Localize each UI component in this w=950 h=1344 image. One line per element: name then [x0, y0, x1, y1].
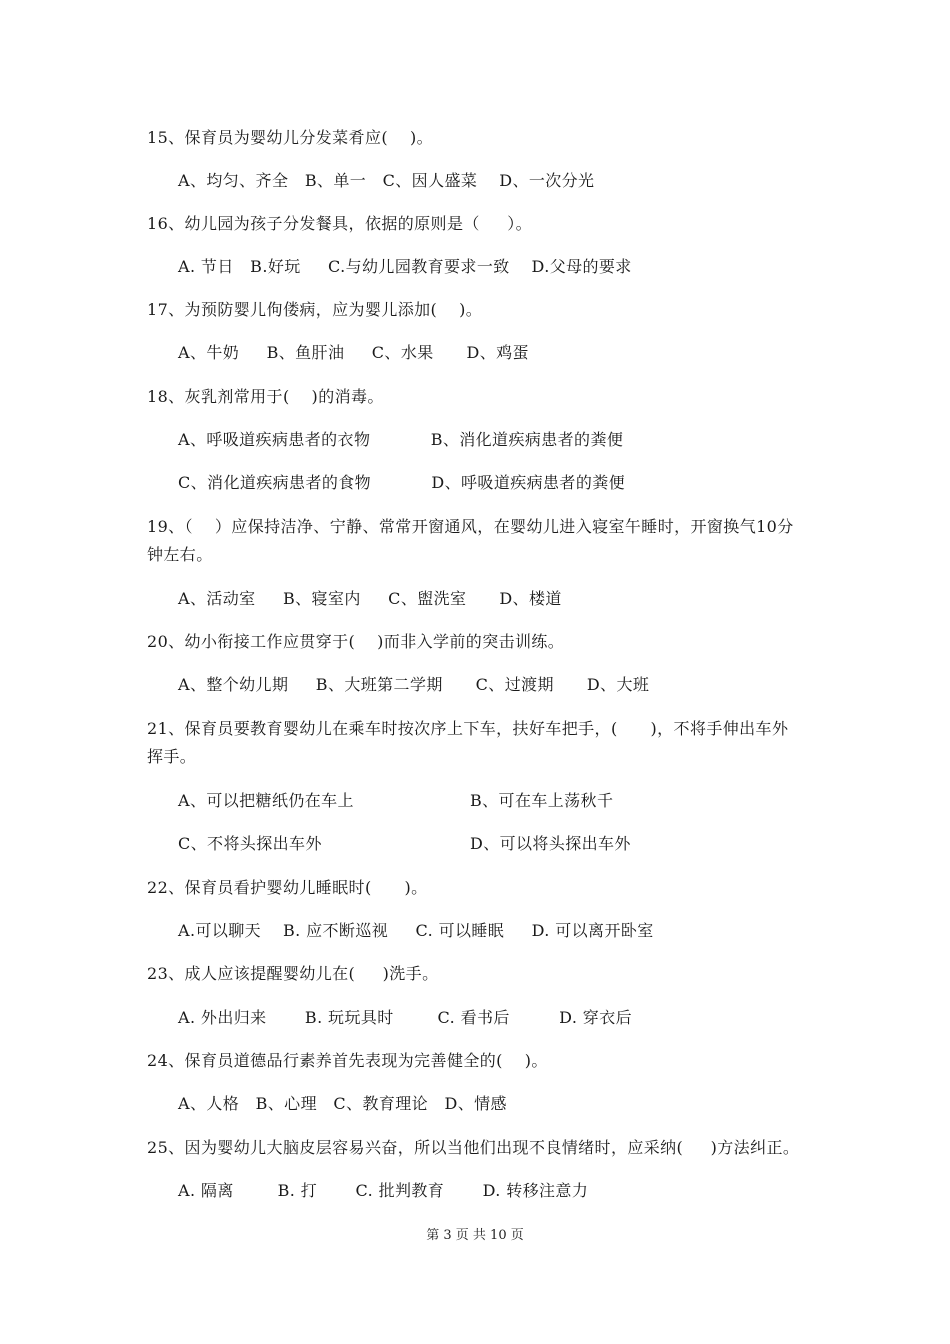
question-20-options: A、整个幼儿期 B、大班第二学期 C、过渡期 D、大班 [178, 675, 650, 694]
question-19: 19、（ ）应保持洁净、宁静、常常开窗通风，在婴幼儿进入寝室午睡时，开窗换气10分 [147, 517, 794, 536]
question-18-options-row2: C、消化道疾病患者的食物 D、呼吸道疾病患者的粪便 [178, 473, 626, 492]
question-15: 15、保育员为婴幼儿分发菜肴应( )。 [147, 128, 433, 147]
question-22: 22、保育员看护婴幼儿睡眠时( )。 [147, 878, 428, 897]
question-21-option-c: C、不将头探出车外 [178, 834, 322, 853]
question-15-options: A、均匀、齐全 B、单一 C、因人盛菜 D、一次分光 [178, 171, 595, 190]
question-24-options: A、人格 B、心理 C、教育理论 D、情感 [178, 1094, 507, 1113]
question-18-options-row1: A、呼吸道疾病患者的衣物 B、消化道疾病患者的粪便 [178, 430, 624, 449]
question-23-options: A. 外出归来 B. 玩玩具时 C. 看书后 D. 穿衣后 [178, 1008, 632, 1027]
question-17-options: A、牛奶 B、鱼肝油 C、水果 D、鸡蛋 [178, 343, 529, 362]
question-20: 20、幼小衔接工作应贯穿于( )而非入学前的突击训练。 [147, 632, 565, 651]
question-23: 23、成人应该提醒婴幼儿在( )洗手。 [147, 964, 439, 983]
question-21-continued: 挥手。 [147, 747, 197, 766]
question-22-options: A.可以聊天 B. 应不断巡视 C. 可以睡眠 D. 可以离开卧室 [178, 921, 654, 940]
question-25: 25、因为婴幼儿大脑皮层容易兴奋，所以当他们出现不良情绪时，应采纳( )方法纠正。 [147, 1138, 800, 1157]
page-footer: 第 3 页 共 10 页 [426, 1228, 524, 1243]
question-21-option-b: B、可在车上荡秋千 [470, 791, 614, 810]
question-17: 17、为预防婴儿佝偻病，应为婴儿添加( )。 [147, 300, 483, 319]
question-21-option-d: D、可以将头探出车外 [470, 834, 631, 853]
question-25-options: A. 隔离 B. 打 C. 批判教育 D. 转移注意力 [178, 1181, 589, 1200]
question-16: 16、幼儿园为孩子分发餐具，依据的原则是（ ）。 [147, 214, 532, 233]
question-24: 24、保育员道德品行素养首先表现为完善健全的( )。 [147, 1051, 548, 1070]
question-19-options: A、活动室 B、寝室内 C、盥洗室 D、楼道 [178, 589, 562, 608]
question-21-option-a: A、可以把糖纸仍在车上 [178, 791, 354, 810]
question-21: 21、保育员要教育婴幼儿在乘车时按次序上下车，扶好车把手，( )，不将手伸出车外 [147, 719, 789, 738]
question-19-continued: 钟左右。 [147, 545, 213, 564]
question-16-options: A. 节日 B.好玩 C.与幼儿园教育要求一致 D.父母的要求 [178, 257, 632, 276]
question-18: 18、灰乳剂常用于( )的消毒。 [147, 387, 384, 406]
